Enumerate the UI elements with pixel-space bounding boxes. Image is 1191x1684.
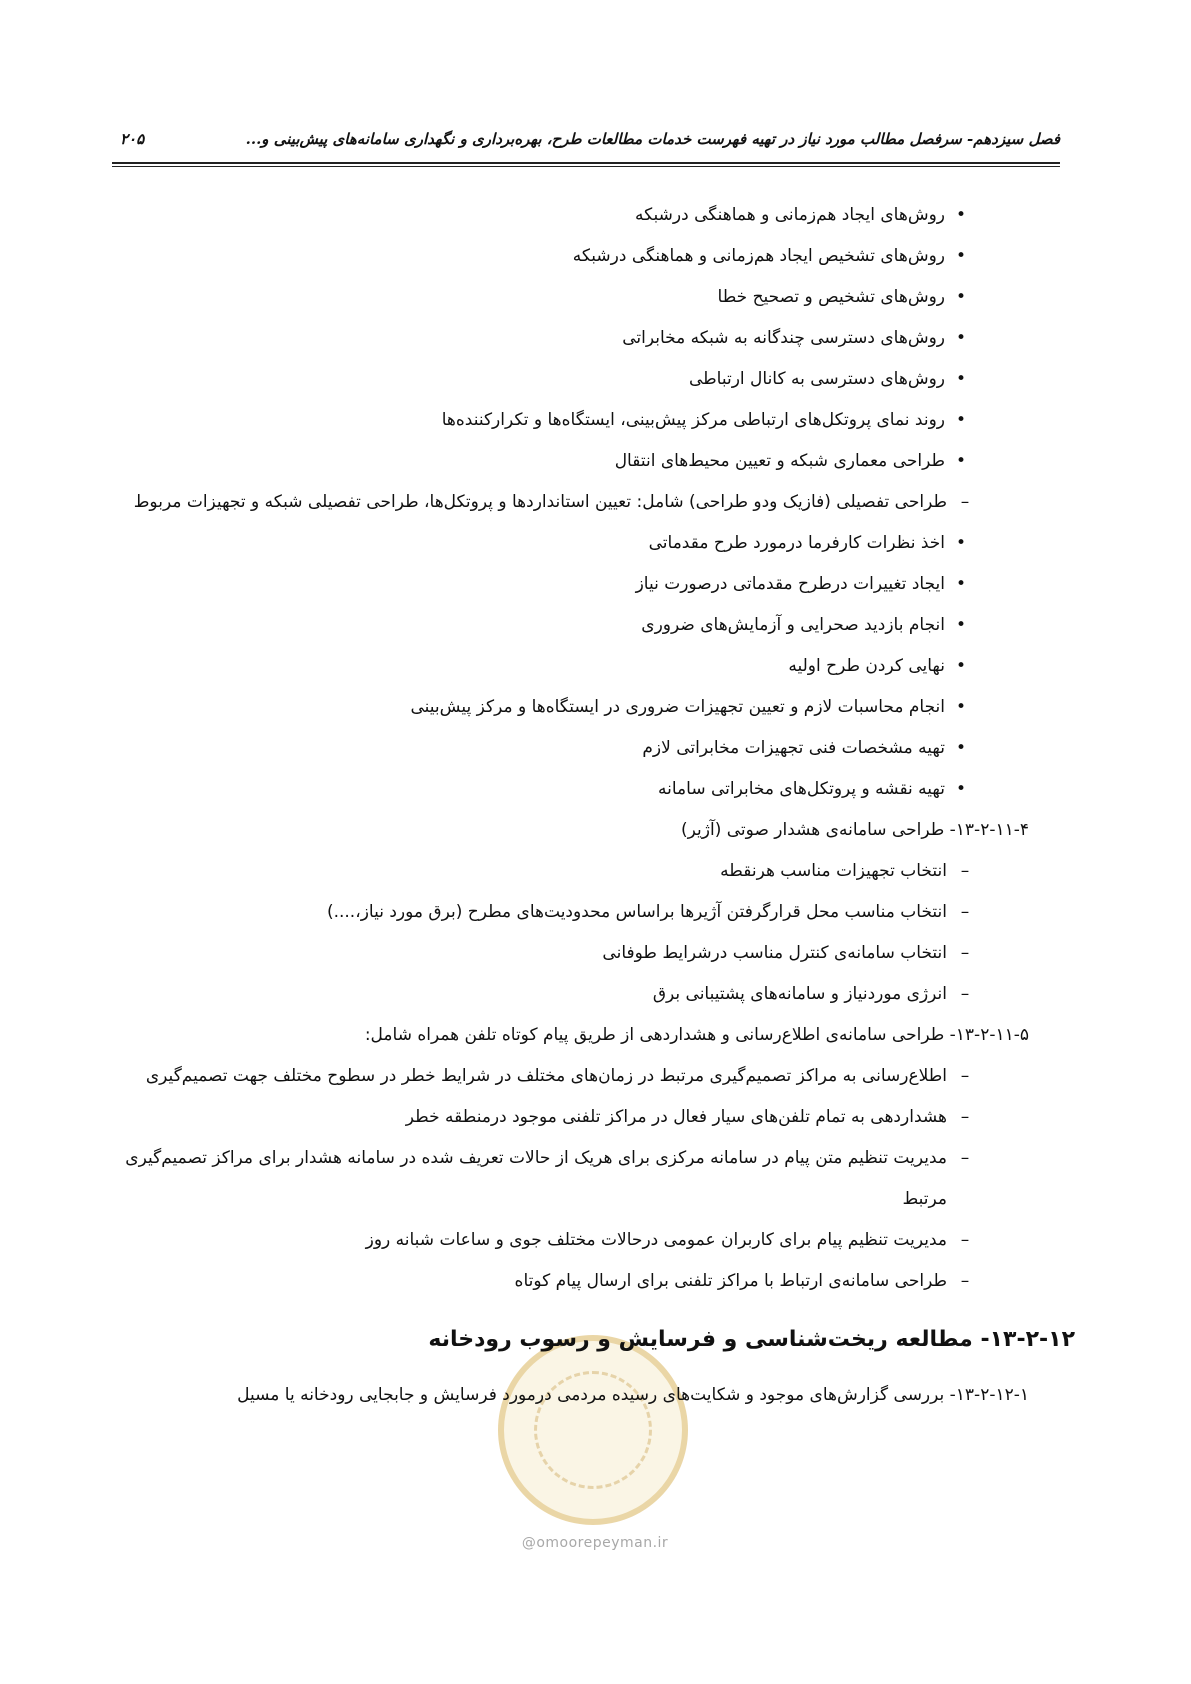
list-item xyxy=(642,733,971,763)
dash-item xyxy=(653,979,973,1009)
list-item xyxy=(641,610,971,640)
list-item xyxy=(635,200,971,230)
dash-icon: – xyxy=(960,1148,970,1168)
list-item-text: روند نمای پروتکل‌های ارتباطی مرکز پیش‌بینی، ایستگاه‌ها و تکرارکننده‌ها xyxy=(441,410,945,430)
dash-item xyxy=(134,487,973,517)
bullet-icon: • xyxy=(955,451,967,471)
list-item xyxy=(573,241,971,271)
list-item xyxy=(689,364,971,394)
dash-icon: – xyxy=(960,1230,970,1250)
dash-item xyxy=(146,1061,973,1091)
subsection-title: ۱۳-۲-۱۱-۴- طراحی سامانه‌ی هشدار صوتی (آژیر) xyxy=(681,820,1029,840)
list-item-text: روش‌های دسترسی به کانال ارتباطی xyxy=(688,369,945,389)
dash-item-text: هشداردهی به تمام تلفن‌های سیار فعال در مراکز تلفنی موجود درمنطقه خطر xyxy=(405,1107,947,1127)
bullet-icon: • xyxy=(955,369,967,389)
list-item-text: نهایی کردن طرح اولیه xyxy=(788,656,945,676)
list-item xyxy=(718,282,971,312)
watermark-url: @omoorepeyman.ir xyxy=(521,1535,669,1551)
chapter-title: فصل سیزدهم- سرفصل مطالب مورد نیاز در تهیه فهرست خدمات مطالعات طرح، بهره‌برداری و نگهداری سامانه‌های پیش‌بینی و... xyxy=(245,130,1060,148)
list-item-text: ایجاد تغییرات درطرح مقدماتی درصورت نیاز xyxy=(635,574,945,594)
dash-icon: – xyxy=(960,492,970,512)
bullet-icon: • xyxy=(955,328,967,348)
bullet-icon: • xyxy=(955,779,967,799)
dash-item-continuation: مرتبط xyxy=(902,1189,947,1209)
subsection-title: ۱۳-۲-۱۲-۱- بررسی گزارش‌های موجود و شکایت‌های رسیده مردمی درمورد فرسایش و جابجایی رودخانه یا مسیل xyxy=(237,1385,1029,1405)
list-item-text: روش‌های دسترسی چندگانه به شبکه مخابراتی xyxy=(622,328,945,348)
dash-item-text: انتخاب سامانه‌ی کنترل مناسب درشرایط طوفانی xyxy=(602,943,947,963)
dash-item-text: اطلاع‌رسانی به مراکز تصمیم‌گیری مرتبط در زمان‌های مختلف در شرایط خطر در سطوح مختلف جهت تصمیم‌گیری xyxy=(145,1066,947,1086)
bullet-icon: • xyxy=(955,697,967,717)
list-item-text: روش‌های ایجاد هم‌زمانی و هماهنگی درشبکه xyxy=(635,205,945,225)
list-item-text: طراحی معماری شبکه و تعیین محیط‌های انتقال xyxy=(614,451,945,471)
dash-item-text: طراحی تفصیلی (فازیک ودو طراحی) شامل: تعیین استانداردها و پروتکل‌ها، طراحی تفصیلی شبکه و تجهیزات مربوط xyxy=(133,492,947,512)
dash-item xyxy=(515,1266,973,1296)
dash-item xyxy=(602,938,973,968)
list-item xyxy=(622,323,971,353)
dash-item-text: انرژی موردنیاز و سامانه‌های پشتیبانی برق xyxy=(652,984,947,1004)
list-item xyxy=(658,774,971,804)
list-item xyxy=(636,569,971,599)
bullet-icon: • xyxy=(955,574,967,594)
list-item-text: تهیه مشخصات فنی تجهیزات مخابراتی لازم xyxy=(642,738,945,758)
dash-item xyxy=(125,1143,973,1173)
bullet-icon: • xyxy=(955,738,967,758)
dash-item-text: انتخاب مناسب محل قرارگرفتن آژیرها براساس محدودیت‌های مطرح (برق مورد نیاز،....) xyxy=(326,902,947,922)
dash-item xyxy=(720,856,973,886)
bullet-icon: • xyxy=(955,410,967,430)
dash-item-text: انتخاب تجهیزات مناسب هرنقطه xyxy=(720,861,947,881)
list-item xyxy=(442,405,971,435)
dash-icon: – xyxy=(960,1107,970,1127)
list-item xyxy=(615,446,971,476)
bullet-icon: • xyxy=(955,205,967,225)
dash-icon: – xyxy=(960,861,970,881)
bullet-icon: • xyxy=(955,656,967,676)
dash-icon: – xyxy=(960,1271,970,1291)
dash-item xyxy=(327,897,973,927)
dash-item-text: مدیریت تنظیم پیام برای کاربران عمومی درحالات مختلف جوی و ساعات شبانه روز xyxy=(365,1230,947,1250)
list-item xyxy=(788,651,971,681)
dash-item xyxy=(366,1225,973,1255)
page-number: ۲۰۵ xyxy=(120,130,145,148)
bullet-icon: • xyxy=(955,287,967,307)
list-item-text: انجام محاسبات لازم و تعیین تجهیزات ضروری در ایستگاه‌ها و مرکز پیش‌بینی xyxy=(410,697,945,717)
list-item-text: روش‌های تشخیص ایجاد هم‌زمانی و هماهنگی درشبکه xyxy=(572,246,945,266)
dash-icon: – xyxy=(960,943,970,963)
list-item-text: انجام بازدید صحرایی و آزمایش‌های ضروری xyxy=(641,615,945,635)
bullet-icon: • xyxy=(955,615,967,635)
section-heading: ۱۳-۲-۱۲- مطالعه ریخت‌شناسی و فرسایش و رسوب رودخانه xyxy=(428,1327,1075,1352)
dash-icon: – xyxy=(960,1066,970,1086)
bullet-icon: • xyxy=(955,246,967,266)
list-item xyxy=(411,692,972,722)
list-item-text: اخذ نظرات کارفرما درمورد طرح مقدماتی xyxy=(648,533,945,553)
list-item-text: روش‌های تشخیص و تصحیح خطا xyxy=(717,287,945,307)
subsection-title: ۱۳-۲-۱۱-۵- طراحی سامانه‌ی اطلاع‌رسانی و هشداردهی از طریق پیام کوتاه تلفن همراه شامل: xyxy=(364,1025,1029,1045)
list-item-text: تهیه نقشه و پروتکل‌های مخابراتی سامانه xyxy=(658,779,945,799)
dash-icon: – xyxy=(960,984,970,1004)
bullet-icon: • xyxy=(955,533,967,553)
dash-item xyxy=(406,1102,973,1132)
dash-icon: – xyxy=(960,902,970,922)
dash-item-text: طراحی سامانه‌ی ارتباط با مراکز تلفنی برای ارسال پیام کوتاه xyxy=(514,1271,947,1291)
list-item xyxy=(649,528,971,558)
dash-item-text: مدیریت تنظیم متن پیام در سامانه مرکزی برای هریک از حالات تعریف شده در سامانه هشدار برای مراکز تصمیم‌گیری xyxy=(125,1148,947,1168)
